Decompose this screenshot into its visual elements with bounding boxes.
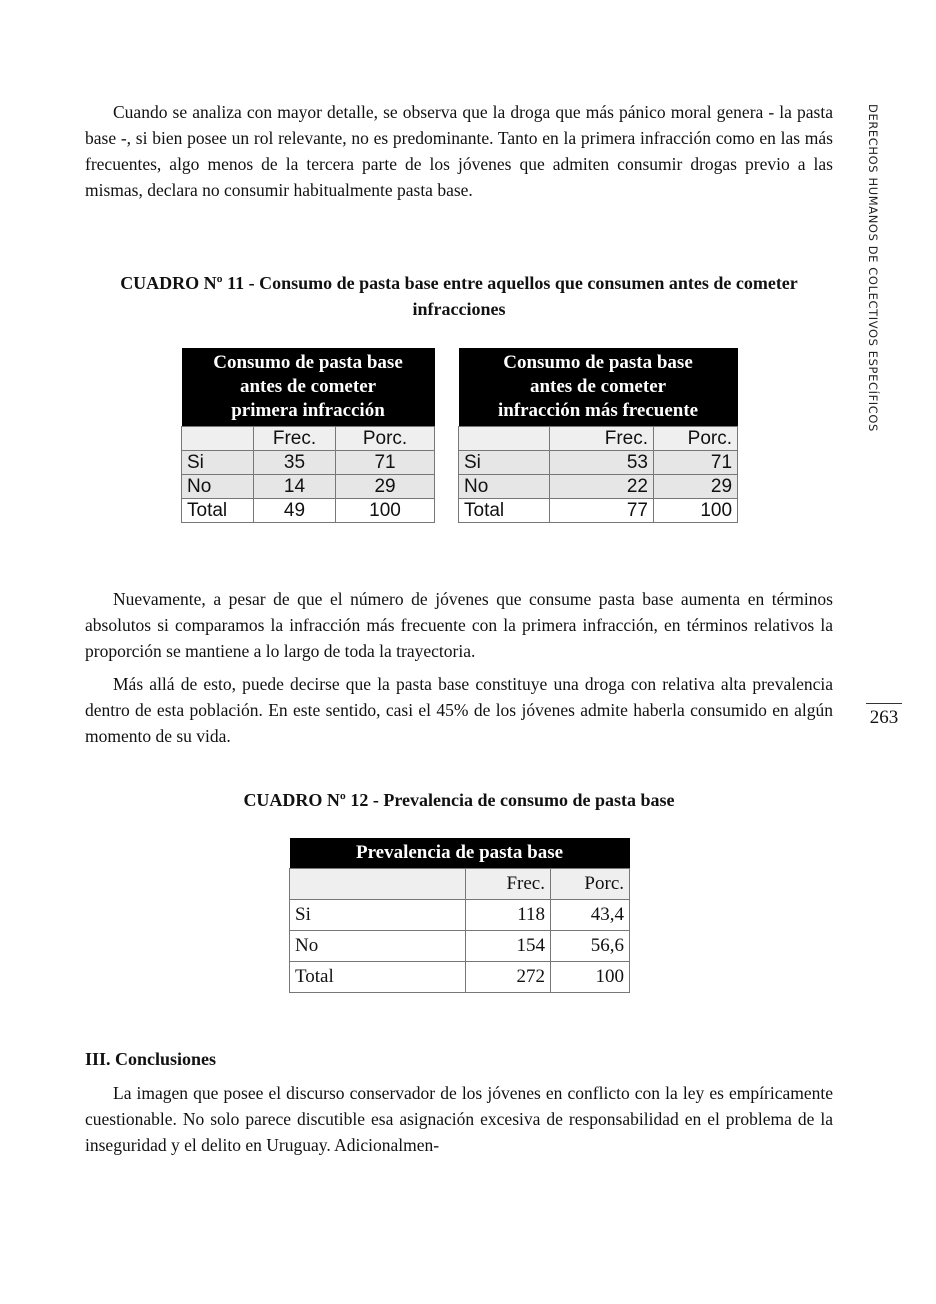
- table-header: Consumo de pasta base antes de cometer infracción más frecuente: [459, 348, 738, 427]
- header-blank-cell: [290, 869, 466, 900]
- table-row: Si 35 71: [182, 451, 435, 475]
- paragraph-1: Cuando se analiza con mayor detalle, se observa que la droga que más pánico moral genera - la pasta base -, si bien posee un rol relevante, no es predominante. Tanto en la primera infracción como en las más frecuentes, algo menos de la tercera parte de los jóvenes que admiten consumir drogas previo a las mismas, declara no consumir habitualmente pasta base.: [85, 102, 833, 200]
- table-row: Si 118 43,4: [290, 900, 630, 931]
- paragraph-2: Nuevamente, a pesar de que el número de jóvenes que consume pasta base aumenta en términos absolutos si comparamos la infracción más frecuente con la primera infracción, en términos relativos la proporción se mantiene a lo largo de toda la trayectoria.: [85, 589, 833, 661]
- table-row: Total 272 100: [290, 962, 630, 993]
- table-prevalencia: [289, 838, 630, 993]
- table-row: No 14 29: [182, 475, 435, 499]
- table-header: Consumo de pasta base antes de cometer primera infracción: [182, 348, 435, 427]
- header-blank-cell: [459, 427, 550, 451]
- column-header-frec: Frec.: [254, 427, 336, 451]
- table-header: Prevalencia de pasta base: [290, 838, 630, 869]
- table-infraccion-mas-frecuente: [458, 348, 738, 523]
- column-header-porc: Porc.: [551, 869, 630, 900]
- table-row: No 22 29: [459, 475, 738, 499]
- table-row: Si 53 71: [459, 451, 738, 475]
- paragraph-3: Más allá de esto, puede decirse que la pasta base constituye una droga con relativa alta prevalencia dentro de esta población. En este sentido, casi el 45% de los jóvenes admite haberla consumido en algún momento de su vida.: [85, 674, 833, 746]
- running-header-vertical: DERECHOS HUMANOS DE COLECTIVOS ESPECÍFICOS: [866, 104, 880, 432]
- table-row: Total 49 100: [182, 499, 435, 523]
- column-header-porc: Porc.: [654, 427, 738, 451]
- caption-cuadro-12: CUADRO Nº 12 - Prevalencia de consumo de pasta base: [243, 790, 675, 810]
- column-header-frec: Frec.: [550, 427, 654, 451]
- caption-cuadro-11: CUADRO Nº 11 - Consumo de pasta base entre aquellos que consumen antes de cometer infracciones: [120, 273, 798, 319]
- column-header-porc: Porc.: [336, 427, 435, 451]
- table-row: Total 77 100: [459, 499, 738, 523]
- table-row: No 154 56,6: [290, 931, 630, 962]
- table-primera-infraccion: [181, 348, 435, 523]
- section-heading: III. Conclusiones: [85, 1049, 217, 1069]
- column-header-frec: Frec.: [466, 869, 551, 900]
- header-blank-cell: [182, 427, 254, 451]
- page-number: 263: [866, 703, 902, 729]
- paragraph-4: La imagen que posee el discurso conservador de los jóvenes en conflicto con la ley es empíricamente cuestionable. No solo parece discutible esa asignación excesiva de responsabilidad en el problema de la inseguridad y el delito en Uruguay. Adicionalmen-: [85, 1083, 833, 1155]
